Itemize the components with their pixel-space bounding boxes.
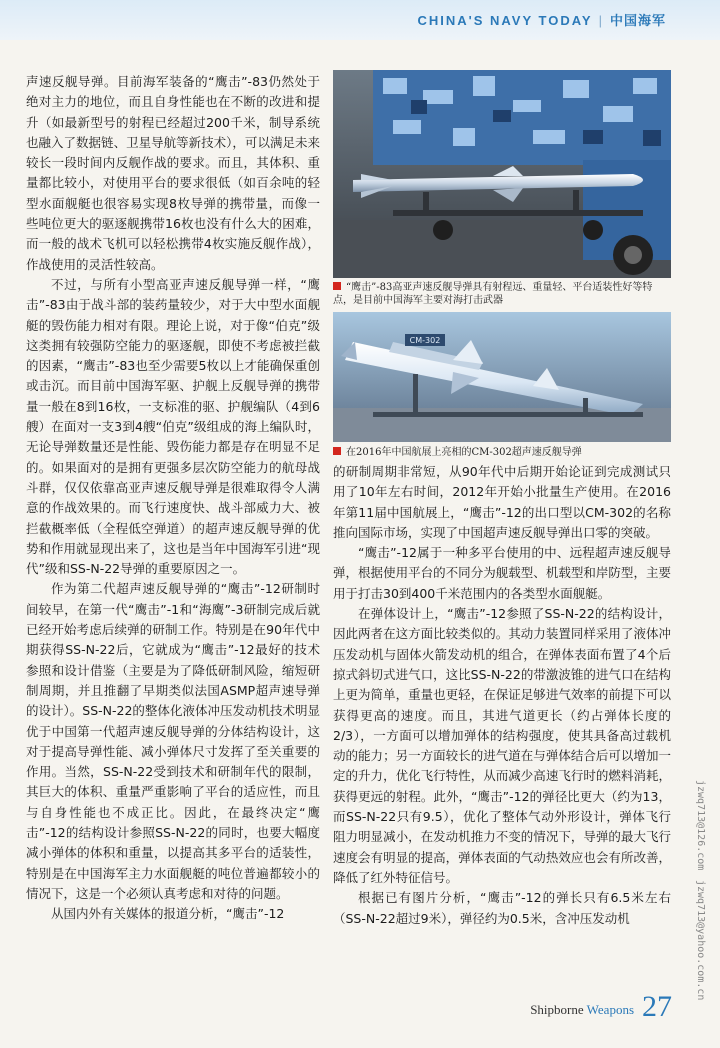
paragraph: “鹰击”-12属于一种多平台使用的中、远程超声速反舰导弹，根据使用平台的不同分为舰载型、机载型和岸防型，主要用于打击30到400千米范围内的各类型水面舰艇。 bbox=[333, 545, 671, 601]
header-title-en: CHINA'S NAVY TODAY bbox=[417, 13, 593, 28]
caption-text: 在2016年中国航展上亮相的CM-302超声速反舰导弹 bbox=[346, 447, 582, 458]
paragraph: 声速反舰导弹。目前海军装备的“鹰击”-83仍然处于绝对主力的地位，而且自身性能也在不断的改进和提升（如最新型号的射程已经超过200千米，制导系统也融入了数据链、卫星导航等新技术），可以满足未来较长一段时间内反舰作战的要求。而且，其体积、重量都比较小，对使用平台的要求很低（如百余吨的轻型水面舰艇也很容易实现8枚导弹的携带量，而像一些吨位更大的驱逐舰携带16枚也没有什么大的困难，而一般的战术飞机可以轻松携带4枚实施反舰作战），作战使用的灵活性较高。 bbox=[26, 74, 320, 272]
paragraph: 的研制周期非常短，从90年代中后期开始论证到完成测试只用了10年左右时间，2012年开始小批量生产使用。在2016年第11届中国航展上，“鹰击”-12的出口型以CM-302的名称推向国际市场，实现了中国超声速反舰导弹出口零的突破。 bbox=[333, 464, 671, 540]
caption-marker bbox=[333, 447, 341, 455]
photo-cm302-missile bbox=[333, 312, 671, 442]
caption-marker bbox=[333, 282, 341, 290]
left-text-column bbox=[26, 72, 320, 924]
photo-yj83-missile bbox=[333, 70, 671, 278]
photo-caption bbox=[333, 281, 671, 307]
footer-brand bbox=[530, 1002, 634, 1018]
paragraph: 从国内外有关媒体的报道分析，“鹰击”-12 bbox=[51, 906, 285, 922]
header-separator: | bbox=[598, 13, 604, 28]
paragraph: 不过，与所有小型高亚声速反舰导弹一样，“鹰击”-83由于战斗部的装药量较少，对于大中型水面舰艇的毁伤能力相对有限。理论上说，对于像“伯克”级这类拥有较强防空能力的驱逐舰，即使不考虑被拦截的因素，“鹰击”-83也至少需要5枚以上才能确保重创或击沉。而目前中国海军驱、护舰上反舰导弹的携带量一般在8到16枚，一支标准的驱、护舰编队（4到6艘）在面对一支3到4艘“伯克”级组成的海上编队时，无论导弹数量还是性能、毁伤能力都是存在明显不足的。如果面对的是拥有更强多层次防空能力的航母战斗群，仅仅依靠高亚声速反舰导弹是很难取得令人满意的作战效果的。而飞行速度快、战斗部威力大、被拦截概率低（全程低空弹道）的超声速反舰导弹的优势和作用就显现出来了，这也是当年中国海军引进“现代”级和SS-N-22导弹的重要原因之一。 bbox=[26, 276, 320, 577]
side-email-2: jzwq713@yahoo.com.cn bbox=[695, 880, 706, 1001]
footer-brand-b: Weapons bbox=[586, 1002, 634, 1017]
header-title-cn: 中国海军 bbox=[609, 13, 666, 28]
right-text-column bbox=[333, 462, 671, 929]
running-header bbox=[417, 10, 666, 29]
side-email-1: jzwq713@126.com bbox=[695, 780, 706, 871]
caption-text: “鹰击”-83高亚声速反舰导弹具有射程远、重量轻、平台适装性好等特点，是目前中国海军主要对海打击武器 bbox=[333, 282, 653, 306]
photo-label-cm302: CM-302 bbox=[409, 336, 441, 345]
footer-brand-a: Shipborne bbox=[530, 1002, 584, 1017]
paragraph: 根据已有图片分析，“鹰击”-12的弹长只有6.5米左右（SS-N-22超过9米），弹径约为0.5米，含冲压发动机 bbox=[333, 890, 671, 926]
paragraph: 在弹体设计上，“鹰击”-12参照了SS-N-22的结构设计，因此两者在这方面比较类似的。其动力装置同样采用了液体冲压发动机与固体火箭发动机的组合，在弹体表面布置了4个后掠式斜切式进气口，这比SS-N-22的带激波锥的进气口在结构上更为简单，重量也更轻，在保证足够进气效率的前提下可以获得更高的速度。而且，其进气道更长（约占弹体长度的2/3），一方面可以增加弹体的结构强度，使其具备高过载机动的能力；另一方面较长的进气道在与弹体结合后可以增加一定的升力，优化飞行特性，从而减少高速飞行时的燃料消耗，获得更远的射程。此外，“鹰击”-12的弹径比更大（约为13，而SS-N-22只有9.5），优化了整体气动外形设计，弹体飞行阻力明显减小，在发动机推力不变的情况下，导弹的最大飞行速度会有明显的提高，弹体表面的气动热效应也会有所改善，降低了红外特征信号。 bbox=[333, 606, 671, 885]
paragraph: 作为第二代超声速反舰导弹的“鹰击”-12研制时间较早，在第一代“鹰击”-1和“海鹰”-3研制完成后就已经开始考虑后续弹的研制工作。特别是在90年代中期获得SS-N-22后，它就成为“鹰击”-12最好的技术参照和设计借鉴（主要是为了降低研制风险，缩短研制周期，并且推翻了早期类似法国ASMP超声速导弹的设计）。SS-N-22的整体化液体冲压发动机技术明显优于中国第一代超声速反舰导弹的分体结构设计，这对于提高导弹性能、减小弹体尺寸发挥了至关重要的作用。当然，SS-N-22受到技术和研制年代的限制，其巨大的体积、重量严重影响了平台的适应性，而且与自身性能也不成正比。因此，在最终决定“鹰击”-12的结构设计参照SS-N-22的同时，也要大幅度减小弹体的体积和重量，以提高其多平台的适装性，特别是在中国海军主力水面舰艇的吨位普遍都较小的情况下，这是一个必须认真考虑和对待的问题。 bbox=[26, 581, 320, 901]
page-number: 27 bbox=[642, 990, 672, 1023]
photo-caption bbox=[333, 446, 671, 459]
